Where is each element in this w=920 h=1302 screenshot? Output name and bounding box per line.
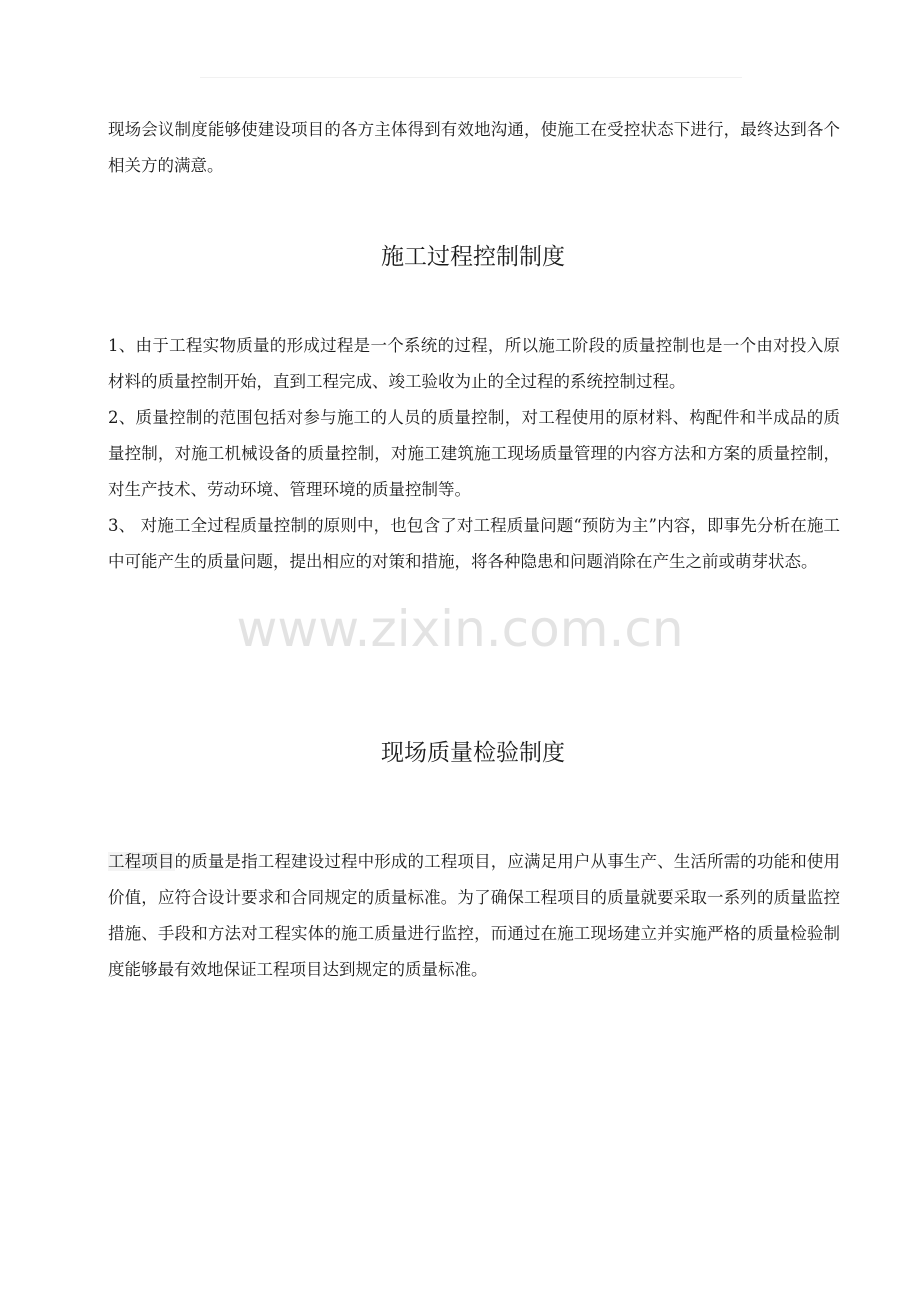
highlighted-term: 工程项目: [108, 852, 175, 871]
quality-inspection-paragraph: [108, 844, 840, 988]
process-control-list: [108, 328, 840, 580]
paragraph-body: 的质量是指工程建设过程中形成的工程项目，应满足用户从事生产、生活所需的功能和使用价值，应符合设计要求和合同规定的质量标准。为了确保工程项目的质量就要采取一系列的质量监控措施、手段和方法对工程实体的施工质量进行监控，而通过在施工现场建立并实施严格的质量检验制度能够最有效地保证工程项目达到规定的质量标准。: [108, 852, 841, 979]
intro-paragraph: 现场会议制度能够使建设项目的各方主体得到有效地沟通，使施工在受控状态下进行，最终达到各个相关方的满意。: [108, 120, 840, 175]
list-item: 1、由于工程实物质量的形成过程是一个系统的过程，所以施工阶段的质量控制也是一个由对投入原材料的质量控制开始，直到工程完成、竣工验收为止的全过程的系统控制过程。: [108, 336, 840, 391]
section-heading-process-control: 施工过程控制制度: [381, 244, 565, 270]
watermark: www.zixin.com.cn: [236, 600, 684, 658]
list-item: 2、质量控制的范围包括对参与施工的人员的质量控制，对工程使用的原材料、构配件和半成品的质量控制，对施工机械设备的质量控制，对施工建筑施工现场质量管理的内容方法和方案的质量控制，对生产技术、劳动环境、管理环境的质量控制等。: [108, 408, 840, 499]
header-rule: [200, 77, 742, 78]
list-item: 3、 对施工全过程质量控制的原则中，也包含了对工程质量问题“预防为主”内容，即事先分析在施工中可能产生的质量问题，提出相应的对策和措施，将各种隐患和问题消除在产生之前或萌芽状态。: [108, 516, 840, 571]
section-heading-quality-inspection: 现场质量检验制度: [381, 740, 565, 766]
